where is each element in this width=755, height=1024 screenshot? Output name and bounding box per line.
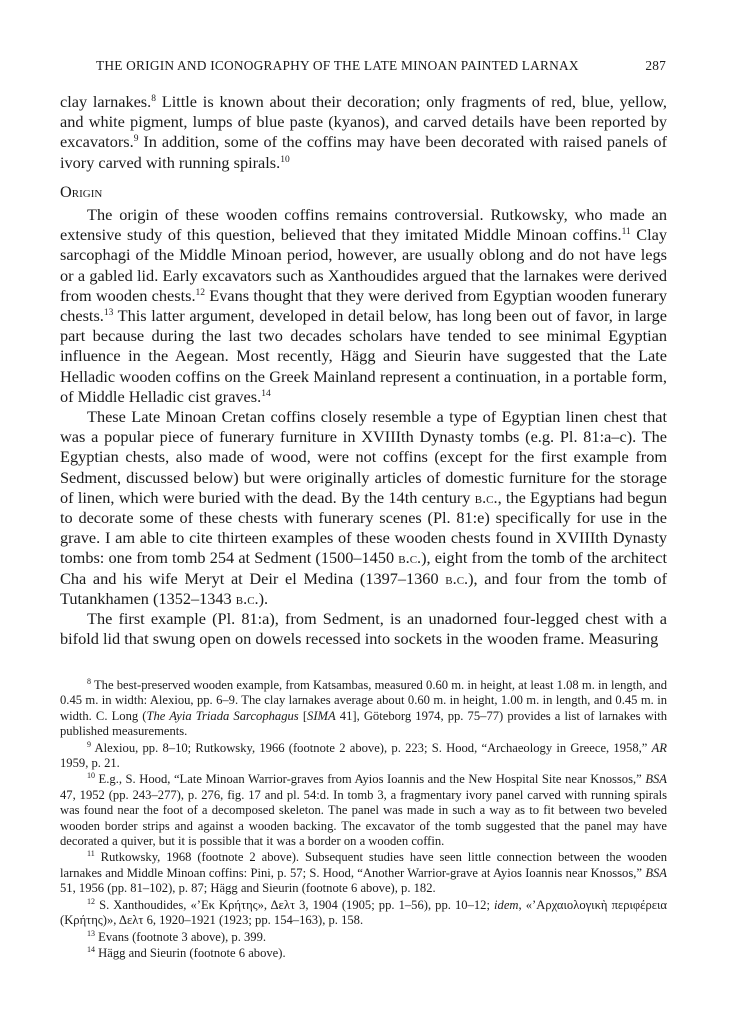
footnote-ref[interactable]: 11	[621, 227, 631, 238]
footnote-11: $^{11}$ Rutkowsky, 1968 (footnote 2 above). Subsequent studies have seen little connection between the wooden larnakes and Middle Minoan coffins: Pini, p. 57; S. Hood, “Another Warrior-grave at Ayios Ioannis near Knossos,” BSA 51, 1956 (pp. 81–102), p. 87; Hägg and Sieurin (footnote 6 above), p. 182.	[60, 849, 667, 896]
paragraph: The first example (Pl. 81:a), from Sedment, is an unadorned four-legged chest with a bifold lid that swung open on dowels recessed into sockets in the wooden frame. Measuring	[60, 609, 667, 649]
footnote-ref[interactable]: 12	[195, 287, 206, 298]
footnote-8: $^8$ The best-preserved wooden example, from Katsambas, measured 0.60 m. in height, at least 1.08 m. in length, and 0.45 m. in width: Alexiou, pp. 6–9. The clay larnakes average about 0.60 m. in height, 1.00 m. in length, and 0.45 m. in width. C. Long (The Ayia Triada Sarcophagus [SIMA 41], Göteborg 1974, pp. 75–77) provides a list of larnakes with published measurements.	[60, 677, 668, 739]
footnote-12: $^{12}$ S. Xanthoudides, «’Εκ Κρήτης», Δελτ 3, 1904 (1905; pp. 1–56), pp. 10–12; idem, «’Αρχαιολογικὴ περιφέρεια (Κρήτης)», Δελτ 6, 1920–1921 (1923; pp. 154–163), p. 158.	[60, 896, 667, 928]
footnote-9: $^9$ Alexiou, pp. 8–10; Rutkowsky, 1966 (footnote 2 above), p. 223; S. Hood, “Archaeology in Greece, 1958,” AR 1959, p. 21.	[60, 739, 667, 771]
page-number: 287	[645, 58, 666, 73]
footnote-ref[interactable]: 9	[133, 134, 139, 145]
footnotes	[60, 678, 667, 962]
footnote-ref[interactable]: 8	[151, 94, 156, 104]
footnote-13: $^{13}$ Evans (footnote 3 above), p. 399.	[87, 928, 267, 944]
paragraph: These Late Minoan Cretan coffins closely resemble a type of Egyptian linen chest that was a popular piece of funerary furniture in XVIIIth Dynasty tombs (e.g. Pl. 81:a–c). The Egyptian chests, also made of wood, were not coffins (except for the first example from Sedment, discussed below) but were originally articles of domestic furniture for the storage of linen, which were buried with the dead. By the 14th century b.c., the Egyptians had begun to decorate some of these chests with funerary scenes (Pl. 81:e) specifically for use in the grave. I am able to cite thirteen examples of these wooden chests found in XVIIIth Dynasty tombs: one from tomb 254 at Sedment (1500–1450 b.c.), eight from the tomb of the architect Cha and his wife Meryt at Deir el Medina (1397–1360 b.c.), and four from the tomb of Tutankhamen (1352–1343 b.c.).	[60, 407, 668, 608]
footnote-14: $^{14}$ Hägg and Sieurin (footnote 6 above).	[87, 944, 286, 960]
paragraph: The origin of these wooden coffins remains controversial. Rutkowsky, who made an extensive study of this question, believed that they imitated Middle Minoan coffins.$^{11}$ Clay sarcophagi of the Middle Minoan period, however, are usually oblong and do not have legs or a gabled lid. Early excavators such as Xanthoudides argued that the larnakes were derived from wooden chests.$^{12}$ Evans thought that they were derived from Egyptian wooden funerary chests.$^{13}$ This latter argument, developed in detail below, has long been out of favor, in large part because during the last two decades scholars have tended to see minimal Egyptian influence in the Aegean. Most recently, Hägg and Sieurin have suggested that the Late Helladic wooden coffins on the Greek Mainland represent a continuation, in a portable form, of Middle Helladic cist graves.$^{14}$	[60, 205, 667, 406]
paragraph-intro: clay larnakes.$^8$ Little is known about their decoration; only fragments of red, blue, yellow, and white pigment, lumps of blue paste (kyanos), and carved details have been reported by excavators.$^9$ In addition, some of the coffins may have been decorated with raised panels of ivory carved with running spirals.$^{10}$	[60, 92, 667, 172]
body-text	[60, 92, 667, 649]
running-title: THE ORIGIN AND ICONOGRAPHY OF THE LATE MINOAN PAINTED LARNAX	[96, 58, 579, 73]
footnote-ref[interactable]: 13	[103, 308, 114, 319]
footnote-10: $^{10}$ E.g., S. Hood, “Late Minoan Warrior-graves from Ayios Ioannis and the New Hospital Site near Knossos,” BSA 47, 1952 (pp. 243–277), p. 276, fig. 17 and pl. 54:d. In tomb 3, a fragmentary ivory panel carved with running spirals was found near the foot of a decomposed skeleton. The panel was made in such a way as to fit between two beveled wooden border strips and against a wooden backing. The excavator of the tomb suggested that the panel may have decorated a quiver, but it is possible that it was a border on a wooden coffin.	[60, 771, 667, 849]
footnote-ref[interactable]: 10	[280, 154, 290, 165]
section-heading: Origin	[60, 181, 103, 201]
running-header	[96, 58, 666, 74]
footnote-ref[interactable]: 14	[261, 388, 271, 399]
